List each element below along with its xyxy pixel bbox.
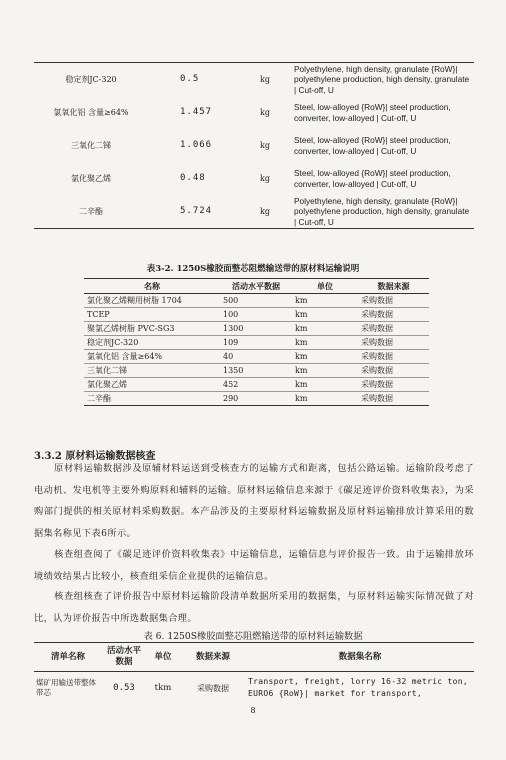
material-name: 三氧化二锑 <box>84 364 220 378</box>
header-activity: 活动水平数据 <box>102 643 146 672</box>
material-amount: 1.066 <box>180 139 213 150</box>
data-source: 采购数据 <box>358 364 429 378</box>
material-name: 氯氧化铝 含量≥64% <box>53 107 129 117</box>
data-source: 采购数据 <box>197 683 229 693</box>
material-name: 稳定剂JC-320 <box>34 63 148 97</box>
data-source: 采购数据 <box>358 392 429 406</box>
data-source: 采购数据 <box>358 294 429 308</box>
material-name: 聚氯乙烯树脂 PVC-SG3 <box>84 322 220 336</box>
page-number: 8 <box>250 706 256 715</box>
material-unit: kg <box>242 63 292 97</box>
paragraph-2-text: 核查组查阅了《碳足迹评价资料收集表》中运输信息，运输信息与评价报告一致。由于运输排放环境绩效结果占比较小，核查组采信企业提供的运输信息。 <box>34 549 474 582</box>
data-source: 采购数据 <box>358 336 429 350</box>
table-row <box>34 63 474 97</box>
section-heading: 3.3.2 原材料运输数据核查 <box>34 451 156 462</box>
material-amount: 1.457 <box>180 106 213 117</box>
paragraph-2 <box>34 544 474 587</box>
table-row <box>34 129 474 162</box>
table-row <box>34 162 474 195</box>
data-source: 采购数据 <box>358 308 429 322</box>
material-unit: kg <box>260 173 270 183</box>
material-dataset-table <box>34 62 474 229</box>
material-name: TCEP <box>84 308 220 322</box>
paragraph-1-text: 原材料运输数据涉及原辅材料运送到受核查方的运输方式和距离，包括公路运输。运输阶段考虑了电动机、发电机等主要外购原料和辅料的运输。原材料运输信息来源于《碳足迹评价资料收集表》，为采购部门提供的相关原材料采购数据。本产品涉及的主要原材料运输数据及原材料运输排放计算采用的数据集名称见下表6所示。 <box>34 463 474 539</box>
table-3-2-caption: 表3-2. 1250S橡胶面整芯阻燃输送带的原材料运输说明 <box>146 264 360 274</box>
dataset-name: Polyethylene, high density, granulate {RoW}| polyethylene production, high density, granulate | Cut-off, U <box>292 63 474 97</box>
table-row <box>34 672 474 705</box>
material-name: 氯化聚乙烯糊用树脂 1704 <box>84 294 220 308</box>
distance-unit: km <box>292 322 358 336</box>
distance-unit: km <box>292 308 358 322</box>
transport-distance: 100 <box>220 308 292 322</box>
transport-table-3-2 <box>84 278 429 406</box>
data-source: 采购数据 <box>358 378 429 392</box>
table-row <box>84 336 429 350</box>
material-name: 二辛酯 <box>34 195 148 229</box>
header-source: 数据来源 <box>358 279 429 294</box>
material-unit: kg <box>260 107 270 117</box>
material-name: 氯化聚乙烯 <box>84 378 220 392</box>
dataset-name: Steel, low-alloyed {RoW}| steel production, converter, low-alloyed | Cut-off, U <box>294 102 451 123</box>
header-unit: 单位 <box>146 643 180 672</box>
distance-unit: km <box>292 364 358 378</box>
distance-unit: km <box>292 294 358 308</box>
activity-unit: tkm <box>154 683 172 693</box>
material-unit: kg <box>260 140 270 150</box>
table-row <box>84 364 429 378</box>
distance-unit: km <box>292 350 358 364</box>
transport-distance: 290 <box>220 392 292 406</box>
header-name: 名称 <box>84 279 220 294</box>
transport-distance: 500 <box>220 294 292 308</box>
material-amount: 0.48 <box>180 172 206 183</box>
transport-distance: 40 <box>220 350 292 364</box>
distance-unit: km <box>292 392 358 406</box>
material-unit: kg <box>242 195 292 229</box>
transport-distance: 1300 <box>220 322 292 336</box>
material-name: 三氧化二锑 <box>71 140 111 150</box>
dataset-name: Transport, freight, lorry 16-32 metric ton, EURO6 {RoW}| market for transport, <box>248 677 469 698</box>
paragraph-3 <box>34 586 474 629</box>
transport-distance: 452 <box>220 378 292 392</box>
transport-distance: 1350 <box>220 364 292 378</box>
distance-unit: km <box>292 336 358 350</box>
list-name: 煤矿用输送带整体带芯 <box>36 678 96 697</box>
table-row <box>84 378 429 392</box>
data-source: 采购数据 <box>358 350 429 364</box>
dataset-name: Steel, low-alloyed {RoW}| steel production, converter, low-alloyed | Cut-off, U <box>294 135 451 156</box>
table-row <box>34 96 474 129</box>
material-name: 稳定剂JC-320 <box>84 336 220 350</box>
material-name: 氯化聚乙烯 <box>71 173 111 183</box>
table-row <box>84 322 429 336</box>
header-activity: 活动水平数据 <box>220 279 292 294</box>
table-row <box>84 392 429 406</box>
table-row <box>84 350 429 364</box>
header-unit: 单位 <box>292 279 358 294</box>
header-dataset: 数据集名称 <box>246 643 474 672</box>
dataset-name: Steel, low-alloyed {RoW}| steel production, converter, low-alloyed | Cut-off, U <box>294 168 451 189</box>
material-amount: 5.724 <box>148 195 242 229</box>
table-6-caption: 表 6. 1250S橡胶面整芯阻燃输送带的原材料运输数据 <box>143 631 363 642</box>
transport-table-6 <box>34 642 474 704</box>
distance-unit: km <box>292 378 358 392</box>
table-row <box>34 195 474 229</box>
dataset-name: Polyethylene, high density, granulate {RoW}| polyethylene production, high density, granulate | Cut-off, U <box>292 195 474 229</box>
material-name: 氯氧化铝 含量≥64% <box>84 350 220 364</box>
table-row <box>84 294 429 308</box>
material-name: 二辛酯 <box>84 392 220 406</box>
transport-distance: 109 <box>220 336 292 350</box>
paragraph-3-text: 核查组核查了评价报告中原材料运输阶段清单数据所采用的数据集，与原材料运输实际情况做了对比，认为评价报告中所选数据集合理。 <box>34 591 474 624</box>
paragraph-1 <box>34 458 474 544</box>
material-amount: 0.5 <box>148 63 242 97</box>
data-source: 采购数据 <box>358 322 429 336</box>
header-source: 数据来源 <box>180 643 246 672</box>
activity-value: 0.53 <box>113 683 135 693</box>
header-list-name: 清单名称 <box>34 643 102 672</box>
table-row <box>84 308 429 322</box>
